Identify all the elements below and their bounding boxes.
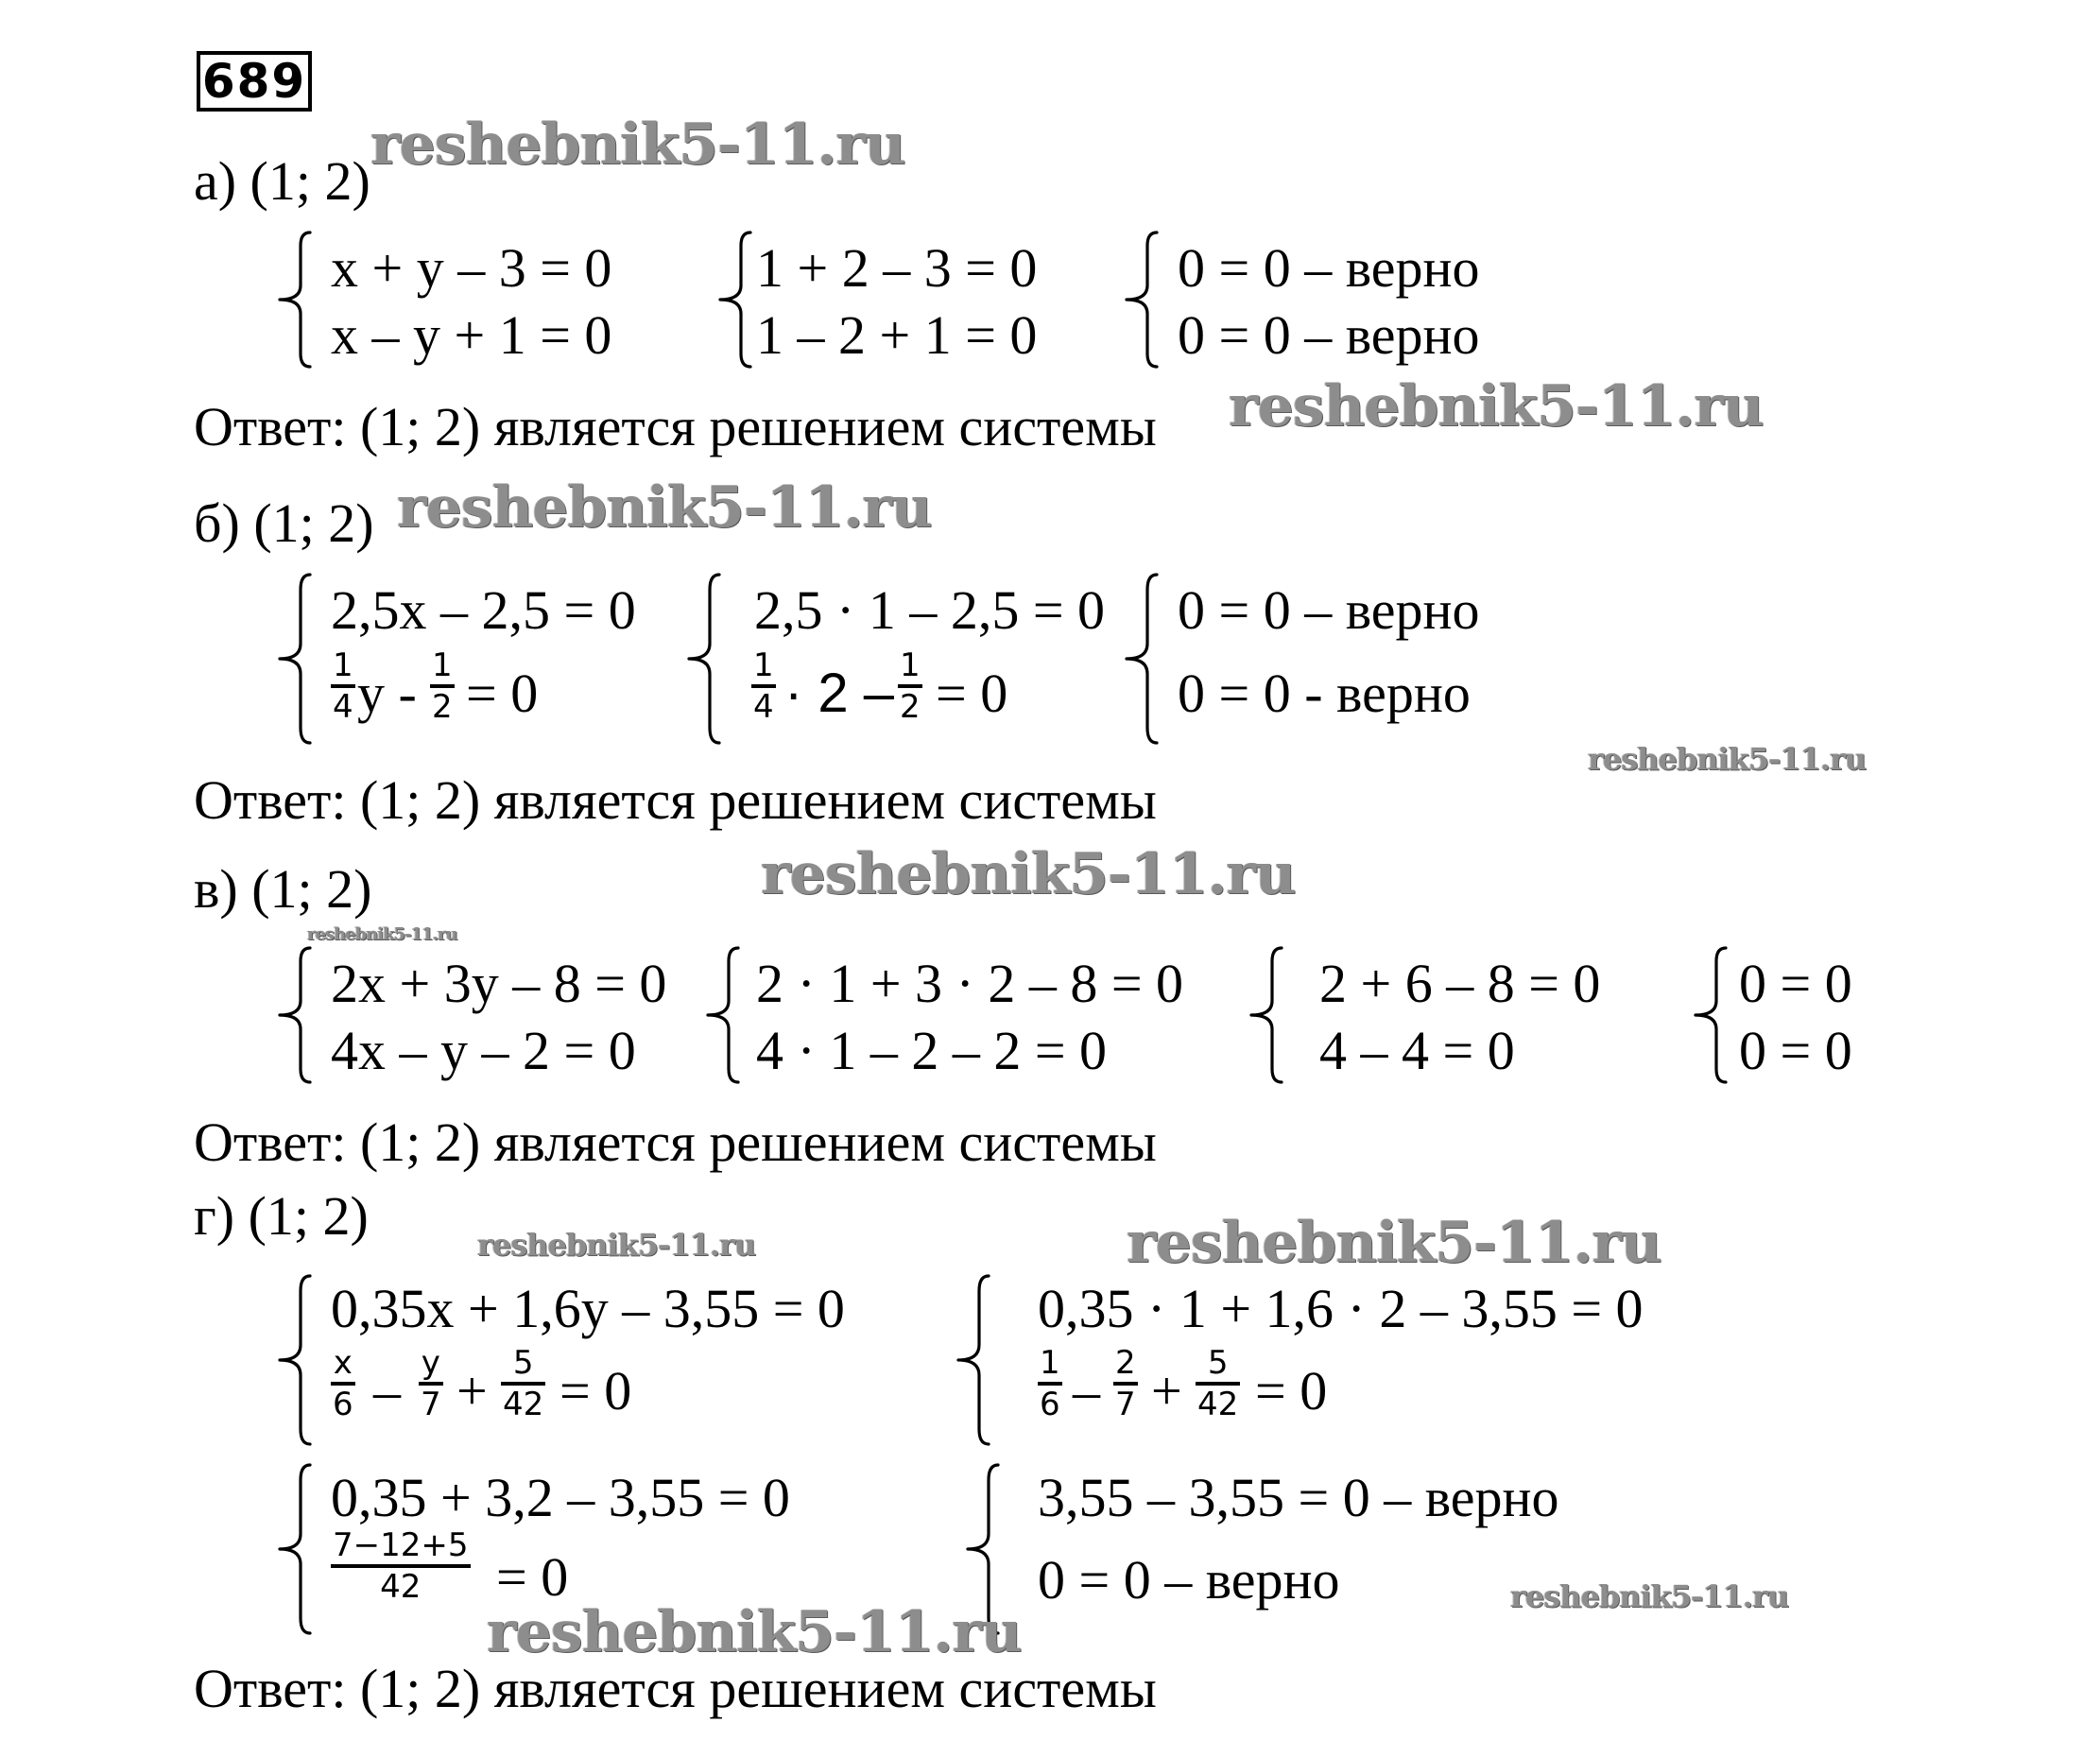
watermark: reshebnik5-11.ru — [1510, 1578, 1789, 1614]
part-v-sys1-brace — [276, 946, 314, 1084]
part-g-sys2-frac-2-7 — [1113, 1344, 1138, 1423]
fraction-numerator: 1 — [753, 646, 774, 684]
fraction-denominator: 4 — [333, 688, 353, 726]
part-v-sys1-eq2: 4x – y – 2 = 0 — [331, 1020, 636, 1081]
part-a-sys2-brace — [716, 231, 754, 369]
part-a-sys1-eq1: x + y – 3 = 0 — [331, 237, 612, 299]
part-a-sys3-brace — [1123, 231, 1161, 369]
fraction-denominator: 42 — [380, 1568, 422, 1606]
part-b-label: б) (1; 2) — [194, 492, 374, 554]
fraction-denominator: 4 — [753, 688, 774, 726]
fraction-numerator: 1 — [900, 646, 921, 684]
part-b-sys3-brace — [1123, 573, 1161, 745]
part-a-sys2-eq2: 1 – 2 + 1 = 0 — [756, 304, 1038, 366]
part-g-sys1-op2: + — [456, 1360, 488, 1421]
part-g-sys1-frac-x6 — [331, 1344, 355, 1423]
part-v-sys2-eq2: 4 · 1 – 2 – 2 = 0 — [756, 1020, 1108, 1081]
fraction-numerator: x — [333, 1344, 353, 1382]
part-v-sys4-eq2: 0 = 0 — [1739, 1020, 1852, 1081]
part-g-sys3-brace — [276, 1463, 314, 1635]
part-b-sys3-eq2: 0 = 0 - верно — [1178, 663, 1471, 724]
fraction-denominator: 2 — [900, 688, 921, 726]
fraction-numerator: 1 — [1040, 1344, 1060, 1382]
part-g-sys3-frac — [331, 1526, 471, 1606]
fraction-denominator: 7 — [1115, 1386, 1136, 1423]
part-b-sys2-frac1 — [751, 646, 776, 726]
part-g-sys1-brace — [276, 1274, 314, 1446]
part-g-sys1-op1: – — [373, 1360, 401, 1421]
part-b-sys1-frac2 — [430, 646, 455, 726]
watermark: reshebnik5-11.ru — [1229, 373, 1764, 439]
fraction-numerator: 2 — [1115, 1344, 1136, 1382]
part-g-sys2-eq1: 0,35 · 1 + 1,6 · 2 – 3,55 = 0 — [1038, 1278, 1644, 1339]
part-v-sys2-brace — [704, 946, 742, 1084]
part-a-sys1-eq2: x – y + 1 = 0 — [331, 304, 612, 366]
part-b-sys1-tail: = 0 — [466, 663, 539, 724]
part-g-label: г) (1; 2) — [194, 1185, 369, 1247]
part-v-sys1-eq1: 2x + 3y – 8 = 0 — [331, 953, 667, 1014]
part-a-sys2-eq1: 1 + 2 – 3 = 0 — [756, 237, 1038, 299]
part-b-sys1-brace — [276, 573, 314, 745]
part-a-sys1-brace — [276, 231, 314, 369]
part-g-sys2-op1: – — [1073, 1360, 1100, 1421]
fraction-denominator: 6 — [1040, 1386, 1060, 1423]
part-v-answer: Ответ: (1; 2) является решением системы — [194, 1111, 1157, 1173]
part-v-sys3-eq2: 4 – 4 = 0 — [1319, 1020, 1515, 1081]
part-g-sys2-tail: = 0 — [1255, 1360, 1328, 1421]
fraction-numerator: 1 — [432, 646, 453, 684]
fraction-numerator: 5 — [512, 1344, 534, 1382]
watermark: reshebnik5-11.ru — [307, 924, 457, 944]
part-b-sys1-frac1 — [331, 646, 355, 726]
fraction-numerator: 5 — [1207, 1344, 1229, 1382]
part-v-label: в) (1; 2) — [194, 858, 372, 920]
part-v-sys3-eq1: 2 + 6 – 8 = 0 — [1319, 953, 1601, 1014]
part-a-sys3-eq2: 0 = 0 – верно — [1178, 304, 1480, 366]
fraction-denominator: 7 — [421, 1386, 441, 1423]
part-g-sys1-eq1: 0,35x + 1,6y – 3,55 = 0 — [331, 1278, 845, 1339]
part-g-sys1-frac-y7 — [419, 1344, 443, 1423]
fraction-denominator: 6 — [333, 1386, 353, 1423]
part-g-sys1-frac-5-42 — [501, 1344, 545, 1423]
part-g-sys4-eq1: 3,55 – 3,55 = 0 – верно — [1038, 1467, 1559, 1528]
fraction-numerator: 7−12+5 — [333, 1526, 469, 1564]
part-b-sys2-brace — [685, 573, 723, 745]
part-v-sys4-brace — [1692, 946, 1730, 1084]
part-g-sys2-op2: + — [1151, 1360, 1182, 1421]
part-g-sys3-tail: = 0 — [496, 1546, 569, 1608]
part-g-sys3-eq1: 0,35 + 3,2 – 3,55 = 0 — [331, 1467, 790, 1528]
part-g-sys2-brace — [955, 1274, 992, 1446]
watermark: reshebnik5-11.ru — [477, 1227, 756, 1263]
fraction-numerator: 1 — [333, 646, 353, 684]
part-b-sys2-frac2 — [898, 646, 922, 726]
watermark: reshebnik5-11.ru — [487, 1599, 1022, 1665]
fraction-numerator: y — [421, 1344, 440, 1382]
part-g-sys4-eq2: 0 = 0 – верно — [1038, 1549, 1340, 1611]
fraction-denominator: 2 — [432, 688, 453, 726]
fraction-denominator: 42 — [1197, 1386, 1239, 1423]
part-b-sys3-eq1: 0 = 0 – верно — [1178, 579, 1480, 641]
part-v-sys4-eq1: 0 = 0 — [1739, 953, 1852, 1014]
part-b-sys2-eq1: 2,5 · 1 – 2,5 = 0 — [754, 579, 1106, 641]
part-v-sys3-brace — [1248, 946, 1285, 1084]
part-v-sys2-eq1: 2 · 1 + 3 · 2 – 8 = 0 — [756, 953, 1184, 1014]
watermark: reshebnik5-11.ru — [370, 112, 905, 178]
part-g-sys2-frac-5-42 — [1196, 1344, 1240, 1423]
part-b-sys2-mid: · 2 – — [784, 663, 895, 724]
part-a-label: а) (1; 2) — [194, 150, 370, 212]
part-b-sys1-mid: y - — [357, 663, 417, 724]
watermark: reshebnik5-11.ru — [1127, 1210, 1661, 1276]
watermark: reshebnik5-11.ru — [761, 841, 1296, 907]
part-g-answer: Ответ: (1; 2) является решением системы — [194, 1658, 1157, 1719]
part-g-sys1-tail: = 0 — [559, 1360, 632, 1421]
part-a-sys3-eq1: 0 = 0 – верно — [1178, 237, 1480, 299]
part-b-answer: Ответ: (1; 2) является решением системы — [194, 769, 1157, 831]
problem-number: 689 — [197, 51, 312, 112]
part-b-sys1-eq1: 2,5x – 2,5 = 0 — [331, 579, 636, 641]
watermark: reshebnik5-11.ru — [397, 474, 932, 541]
fraction-denominator: 42 — [503, 1386, 544, 1423]
part-b-sys2-tail: = 0 — [936, 663, 1008, 724]
part-g-sys2-frac-1-6 — [1038, 1344, 1062, 1423]
part-a-answer: Ответ: (1; 2) является решением системы — [194, 396, 1157, 457]
watermark: reshebnik5-11.ru — [1588, 741, 1867, 777]
